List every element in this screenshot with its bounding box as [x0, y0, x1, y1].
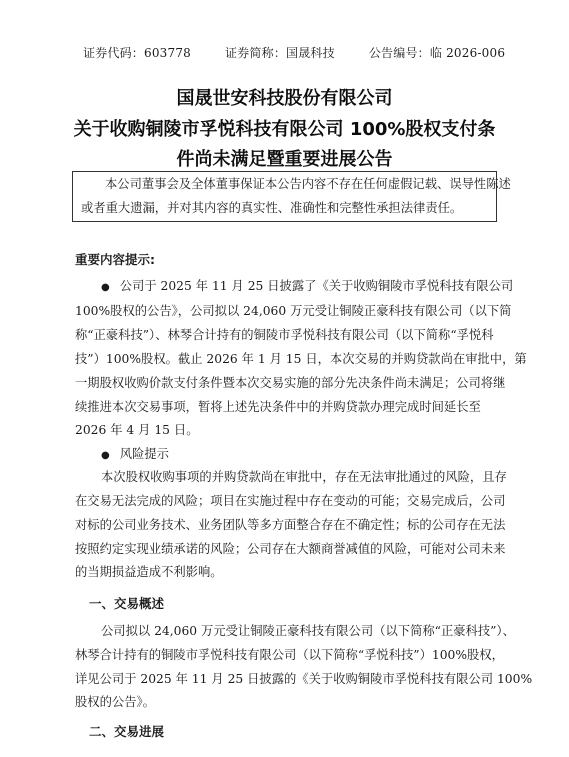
body-line: 林琴合计持有的铜陵市孚悦科技有限公司（以下简称“孚悦科技”）100%股权，	[75, 648, 504, 662]
bullet-item-1	[101, 276, 513, 294]
body-line: 的当期损益造成不利影响。	[75, 565, 223, 579]
body-line: 技”）100%股权。截止 2026 年 1 月 15 日，本次交易的并购贷款尚在审批中，第	[75, 352, 527, 366]
bullet-item-2	[101, 444, 169, 462]
bullet-line: 公司于 2025 年 11 月 25 日披露了《关于收购铜陵市孚悦科技有限公司	[119, 279, 514, 293]
body-line: 本次股权收购事项的并购贷款尚在审批中，存在无法审批通过的风险，且存	[101, 470, 507, 484]
body-line: 2026 年 4 月 15 日。	[75, 423, 199, 437]
announcement-title-line2: 关于收购铜陵市孚悦科技有限公司 100%股权支付条	[73, 119, 496, 140]
stock-name: 证券简称：国晟科技	[225, 46, 335, 60]
body-line: 按照约定实现业绩承诺的风险；公司存在大额商誉减值的风险，可能对公司未来	[75, 542, 506, 556]
disclaimer-line: 或者重大遗漏，并对其内容的真实性、准确性和完整性承担法律责任。	[81, 201, 463, 215]
bullet-icon: ●	[101, 450, 110, 461]
section-heading-overview: 一、交易概述	[89, 596, 165, 611]
body-line: 100%股权的公告》，公司拟以 24,060 万元受让铜陵正豪科技有限公司（以下简	[75, 304, 512, 318]
body-line: 在交易无法完成的风险；项目在实施过程中存在变动的可能；交易完成后，公司	[75, 494, 506, 508]
disclaimer-box	[72, 171, 511, 222]
announcement-title-line3: 件尚未满足暨重要进展公告	[176, 149, 393, 170]
body-line: 详见公司于 2025 年 11 月 25 日披露的《关于收购铜陵市孚悦科技有限公司 100%	[75, 672, 533, 686]
risk-title: 风险提示	[119, 447, 169, 461]
company-title: 国晟世安科技股份有限公司	[176, 88, 393, 109]
body-line: 一期股权收购价款支付条件暨本次交易实施的部分先决条件尚未满足；公司将继	[75, 376, 506, 390]
disclaimer-line: 本公司董事会及全体董事保证本公告内容不存在任何虚假记载、误导性陈述	[105, 177, 511, 191]
body-line: 股权的公告》。	[75, 695, 155, 709]
body-line: 对标的公司业务技术、业务团队等多方面整合存在不确定性；标的公司存在无法	[75, 518, 506, 532]
important-heading: 重要内容提示:	[75, 252, 155, 267]
announcement-header	[83, 44, 535, 61]
stock-code: 证券代码：603778	[83, 46, 192, 60]
body-line: 称“正豪科技”）、林琴合计持有的铜陵市孚悦科技有限公司（以下简称“孚悦科	[75, 328, 494, 342]
notice-number: 公告编号：临 2026-006	[368, 46, 506, 60]
body-line: 续推进本次交易事项，暂将上述先决条件中的并购贷款办理完成时间延长至	[75, 400, 481, 414]
body-line: 公司拟以 24,060 万元受让铜陵正豪科技有限公司（以下简称“正豪科技”）、	[101, 624, 515, 638]
section-heading-progress: 二、交易进展	[89, 724, 165, 739]
bullet-icon: ●	[101, 282, 110, 293]
